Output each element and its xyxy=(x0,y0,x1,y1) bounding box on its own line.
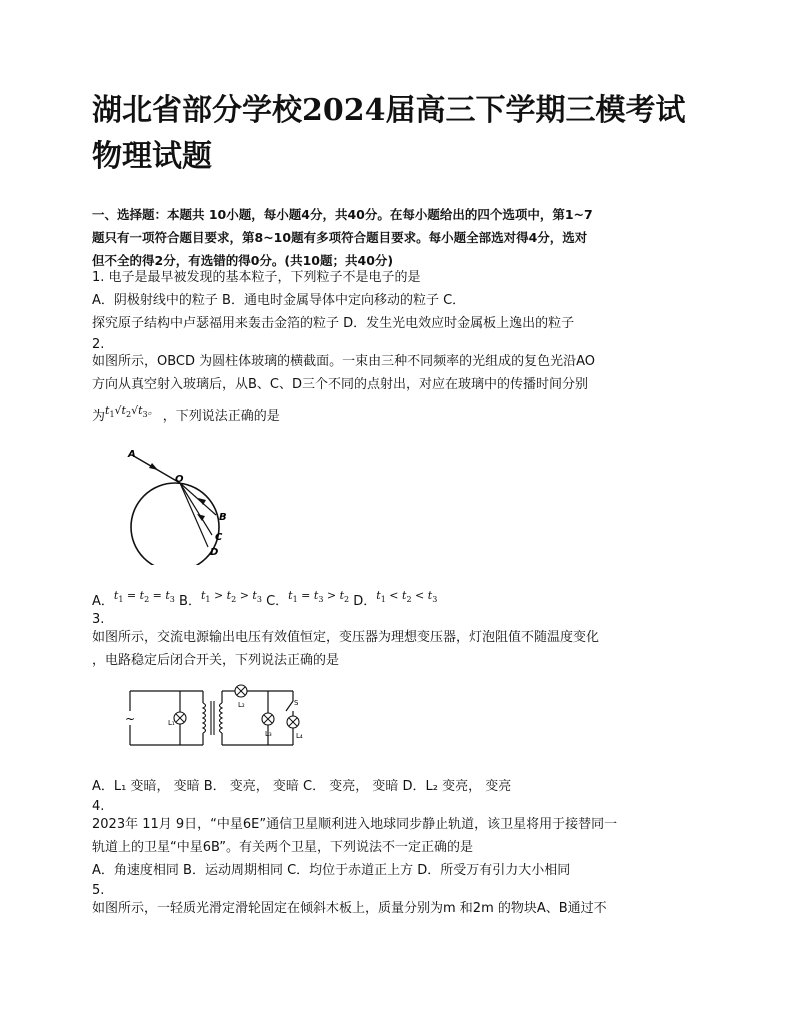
lamp-l1-icon xyxy=(174,712,186,724)
label-o: O xyxy=(175,474,184,485)
q4-stem-line-2: 轨道上的卫星“中星6B”。有关两个卫星，下列说法不一定正确的是 xyxy=(92,840,473,855)
q3-stem-line-2: ，电路稳定后闭合开关，下列说法正确的是 xyxy=(92,653,340,668)
label-l3: L₃ xyxy=(265,730,272,738)
q2-stem-line-3 xyxy=(92,404,712,431)
label-b: B xyxy=(219,512,227,523)
q2-refraction-figure xyxy=(118,445,248,565)
ray-od xyxy=(180,483,208,547)
q4-stem-line-1: 2023年 11月 9日，“中星6E”通信卫星顺利进入地球同步静止轨道，该卫星将用于接替同一 xyxy=(92,817,618,832)
q2-option-c-label: C． xyxy=(266,594,289,609)
q3-options: A．L₁ 变暗， 变暗 B． 变亮， 变暗 C． 变亮， 变暗 D．L₂ 变亮， 变亮 xyxy=(92,779,512,794)
section-line-1: 一、选择题：本题共 10小题，每小题4分，共40分。在每小题给出的四个选项中，第1~7 xyxy=(92,207,593,222)
title-line-1: 湖北省部分学校2024届高三下学期三模考试 xyxy=(92,93,686,128)
q1-options-line-2: 探究原子结构中卢瑟福用来轰击金箔的粒子 D．发生光电效应时金属板上逸出的粒子 xyxy=(92,316,575,331)
q2-option-c-formula: t1 = t3 > t2 xyxy=(288,589,350,605)
q2-stem-pre: 为 xyxy=(92,409,106,424)
ray-ob xyxy=(180,483,216,515)
label-c: C xyxy=(215,532,223,543)
incident-arrow-icon xyxy=(149,463,158,470)
label-s: S xyxy=(294,699,299,707)
section-instructions xyxy=(92,203,712,272)
q2-option-d-label: D． xyxy=(353,594,377,609)
q5-stem-line-1: 如图所示，一轻质光滑定滑轮固定在倾斜木板上，质量分别为m 和2m 的物块A、B通过不 xyxy=(92,901,607,916)
label-l4: L₄ xyxy=(296,732,303,740)
label-d: D xyxy=(210,547,219,558)
label-l2: L₂ xyxy=(238,701,245,709)
q2-stem-line-2: 方向从真空射入玻璃后，从B、C、D三个不同的点射出，对应在玻璃中的传播时间分别 xyxy=(92,377,589,392)
primary-coil-icon xyxy=(203,703,206,733)
q2-option-b-label: B． xyxy=(179,594,201,609)
q2-option-d-formula: t1 < t2 < t3 xyxy=(376,589,438,605)
label-l1: L₁ xyxy=(168,719,175,727)
secondary-coil-icon xyxy=(220,703,223,733)
title-line-2: 物理试题 xyxy=(92,139,212,174)
q4-number: 4. xyxy=(92,799,105,814)
section-line-2: 题只有一项符合题目要求，第8~10题有多项符合题目要求。每小题全部选对得4分，选对 xyxy=(92,230,588,245)
ray-arrow-icon xyxy=(198,498,206,505)
q3-number: 3. xyxy=(92,612,105,627)
ac-source-icon: ~ xyxy=(125,712,136,726)
q1-stem: 1. 电子是最早被发现的基本粒子，下列粒子不是电子的是 xyxy=(92,270,421,285)
q3-circuit-figure xyxy=(118,683,308,753)
lamp-l2-icon xyxy=(235,685,247,697)
q4-options: A．角速度相同 B．运动周期相同 C．均位于赤道正上方 D．所受万有引力大小相同 xyxy=(92,863,571,878)
q1-options-line-1: A．阴极射线中的粒子 B．通电时金属导体中定向移动的粒子 C． xyxy=(92,293,466,308)
q2-stem-post: ，下列说法正确的是 xyxy=(162,409,280,424)
q2-option-b-formula: t1 > t2 > t3 xyxy=(200,589,262,605)
q2-times-formula: t1√t2√t3。 xyxy=(105,404,159,420)
ray-arrow-icon xyxy=(197,514,205,521)
lamp-l4-icon xyxy=(287,716,299,728)
label-a: A xyxy=(128,449,136,460)
q2-option-a-formula: t1 = t2 = t3 xyxy=(113,589,175,605)
q2-option-a-label: A． xyxy=(92,594,114,609)
ray-oc xyxy=(180,483,212,535)
section-line-3: 但不全的得2分，有选错的得0分。(共10题；共40分) xyxy=(92,253,394,268)
lamp-l3-icon xyxy=(262,713,274,725)
q2-number: 2. xyxy=(92,337,105,352)
q5-number: 5. xyxy=(92,883,105,898)
switch-s-icon xyxy=(286,701,293,711)
q2-stem-line-1: 如图所示，OBCD 为圆柱体玻璃的横截面。一束由三种不同频率的光组成的复色光沿AO xyxy=(92,354,596,369)
exam-title xyxy=(92,88,732,180)
q3-stem-line-1: 如图所示，交流电源输出电压有效值恒定，变压器为理想变压器，灯泡阻值不随温度变化 xyxy=(92,630,600,645)
